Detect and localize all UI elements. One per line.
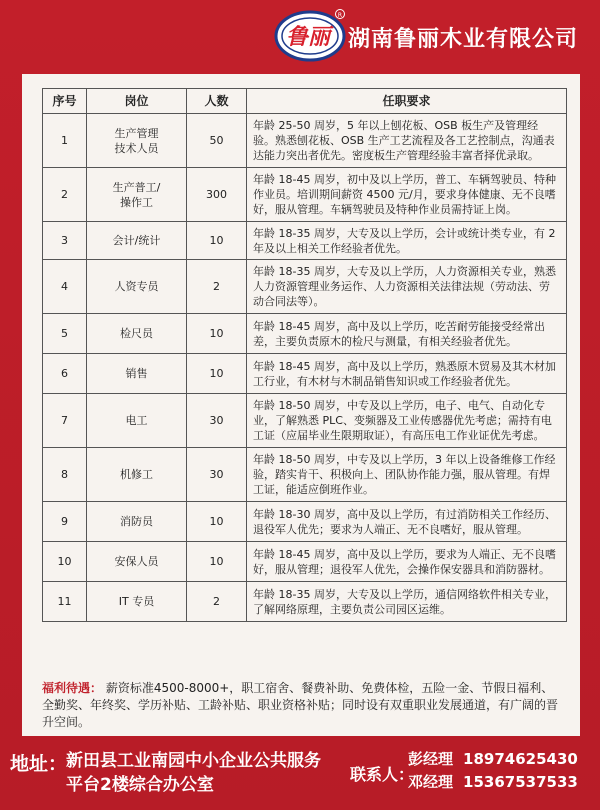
row-count: 30: [187, 394, 247, 448]
row-position: 电工: [87, 394, 187, 448]
contact-2-phone: 15367537533: [463, 773, 578, 791]
col-header-requirements: 任职要求: [247, 89, 567, 114]
row-requirements: 年龄 18-35 周岁，大专及以上学历，会计或统计类专业，有 2 年及以上相关工作经验者优先。: [247, 222, 567, 260]
table-row: [43, 260, 567, 314]
company-logo-icon: [268, 6, 346, 64]
row-position: 消防员: [87, 502, 187, 542]
row-no: 8: [43, 448, 87, 502]
row-no: 10: [43, 542, 87, 582]
contact-2: [408, 771, 578, 792]
table-row: [43, 114, 567, 168]
table-body: [43, 114, 567, 622]
row-no: 5: [43, 314, 87, 354]
row-position: 人资专员: [87, 260, 187, 314]
contact-1-phone: 18974625430: [463, 750, 578, 768]
row-count: 30: [187, 448, 247, 502]
row-no: 4: [43, 260, 87, 314]
row-no: 9: [43, 502, 87, 542]
row-no: 6: [43, 354, 87, 394]
row-no: 1: [43, 114, 87, 168]
row-no: 7: [43, 394, 87, 448]
table-row: [43, 222, 567, 260]
job-sheet: [22, 74, 580, 736]
table-row: [43, 314, 567, 354]
row-count: 50: [187, 114, 247, 168]
col-header-position: 岗位: [87, 89, 187, 114]
table-row: [43, 394, 567, 448]
row-count: 10: [187, 354, 247, 394]
contact-2-name: 邓经理: [408, 773, 454, 791]
row-no: 11: [43, 582, 87, 622]
benefits-label: 福利待遇：: [42, 681, 103, 695]
contact-1-name: 彭经理: [408, 750, 454, 768]
row-position: 会计/统计: [87, 222, 187, 260]
col-header-count: 人数: [187, 89, 247, 114]
row-requirements: 年龄 18-35 周岁，大专及以上学历，通信网络软件相关专业，了解网络原理，主要负责公司园区运维。: [247, 582, 567, 622]
row-position: 检尺员: [87, 314, 187, 354]
logo-text: 鲁丽: [285, 25, 331, 50]
address-label: 地址：: [10, 753, 68, 775]
row-count: 2: [187, 260, 247, 314]
row-position: 机修工: [87, 448, 187, 502]
contact-label: 联系人：: [350, 765, 415, 784]
row-count: 10: [187, 502, 247, 542]
svg-text:R: R: [337, 12, 343, 19]
row-position: 安保人员: [87, 542, 187, 582]
table-header-row: [43, 89, 567, 114]
jobs-table: [42, 88, 567, 622]
row-count: 10: [187, 222, 247, 260]
row-position: IT 专员: [87, 582, 187, 622]
row-requirements: 年龄 18-50 周岁，中专及以上学历，3 年以上设备维修工作经验，踏实肯干、积极向上、团队协作能力强，服从管理。有焊工证，能适应倒班作业。: [247, 448, 567, 502]
row-count: 2: [187, 582, 247, 622]
row-requirements: 年龄 18-30 周岁，高中及以上学历，有过消防相关工作经历、退役军人优先；要求为人端正、无不良嗜好，服从管理。: [247, 502, 567, 542]
row-requirements: 年龄 18-50 周岁，中专及以上学历，电子、电气、自动化专业，了解熟悉 PLC、变频器及工业传感器优先考虑；需持有电工证（应届毕业生限期取证），有高压电工作业证优先考虑。: [247, 394, 567, 448]
table-row: [43, 354, 567, 394]
row-requirements: 年龄 25-50 周岁，5 年以上刨花板、OSB 板生产及管理经验。熟悉刨花板、OSB 生产工艺流程及各工艺控制点，沟通表达能力突出者优先。密度板生产管理经验丰富者择优录取。: [247, 114, 567, 168]
table-row: [43, 582, 567, 622]
company-name: 湖南鲁丽木业有限公司: [348, 27, 579, 52]
row-count: 10: [187, 314, 247, 354]
address: 新田县工业南园中小企业公共服务平台2楼综合办公室: [66, 751, 321, 795]
row-requirements: 年龄 18-45 周岁，高中及以上学历，熟悉原木贸易及其木材加工行业，有木材与木制品销售知识或工作经验者优先。: [247, 354, 567, 394]
footer: [0, 740, 600, 810]
row-requirements: 年龄 18-45 周岁，初中及以上学历，普工、车辆驾驶员、特种作业员。培训期间薪资 4500 元/月，要求身体健康、无不良嗜好，服从管理。车辆驾驶员及特种作业员需持证上岗。: [247, 168, 567, 222]
row-position: 生产普工/ 操作工: [87, 168, 187, 222]
contact-1: [408, 748, 578, 769]
table-row: [43, 168, 567, 222]
row-no: 3: [43, 222, 87, 260]
benefits-text: 薪资标准4500-8000+，职工宿舍、餐费补助、免费体检，五险一金、节假日福利、全勤奖、年终奖、学历补贴、工龄补贴、职业资格补贴；同时设有双重职业发展通道，有广阔的晋升空间。: [42, 681, 559, 729]
row-no: 2: [43, 168, 87, 222]
row-count: 10: [187, 542, 247, 582]
row-count: 300: [187, 168, 247, 222]
row-position: 生产管理 技术人员: [87, 114, 187, 168]
benefits: [42, 680, 564, 731]
header: [0, 0, 600, 72]
table-row: [43, 542, 567, 582]
row-requirements: 年龄 18-35 周岁，大专及以上学历，人力资源相关专业，熟悉人力资源管理业务运作、人力资源相关法律法规（劳动法、劳动合同法等）。: [247, 260, 567, 314]
row-requirements: 年龄 18-45 周岁，高中及以上学历，吃苦耐劳能接受经常出差，主要负责原木的检尺与测量，有相关经验者优先。: [247, 314, 567, 354]
table-row: [43, 502, 567, 542]
table-row: [43, 448, 567, 502]
row-position: 销售: [87, 354, 187, 394]
row-requirements: 年龄 18-45 周岁，高中及以上学历，要求为人端正、无不良嗜好，服从管理；退役军人优先，会操作保安器具和消防器材。: [247, 542, 567, 582]
col-header-no: 序号: [43, 89, 87, 114]
